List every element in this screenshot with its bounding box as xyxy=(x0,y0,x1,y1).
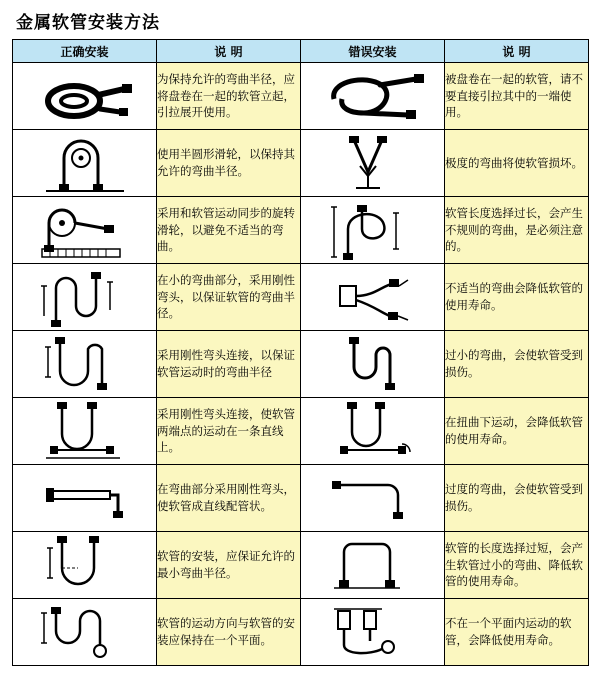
table-row xyxy=(13,331,589,398)
rigid-elbow-connection-long-u-icon xyxy=(16,333,154,395)
loose-long-hose-loop-icon xyxy=(304,199,442,261)
figure-cell-wrong xyxy=(301,398,445,465)
coiled-hose-pulled-icon xyxy=(304,65,442,127)
figure-cell-wrong xyxy=(301,599,445,666)
desc-wrong: 过度的弯曲，会使软管受到损伤。 xyxy=(445,465,589,532)
improper-tight-bend-icon xyxy=(304,266,442,328)
figure-cell-correct xyxy=(13,599,157,666)
desc-correct: 采用刚性弯头连接，使软管两端点的运动在一条直线上。 xyxy=(157,398,301,465)
table-row xyxy=(13,63,589,130)
figure-cell-correct xyxy=(13,63,157,130)
table-row xyxy=(13,599,589,666)
header-wrong-install: 错误安装 xyxy=(301,40,445,63)
table-row xyxy=(13,398,589,465)
figure-cell-correct xyxy=(13,264,157,331)
figure-cell-correct xyxy=(13,465,157,532)
excessive-bend-elbow-icon xyxy=(304,467,442,529)
desc-wrong: 不在一个平面内运动的软管，会降低使用寿命。 xyxy=(445,599,589,666)
desc-correct: 采用刚性弯头连接，以保证软管运动时的弯曲半径 xyxy=(157,331,301,398)
rigid-elbow-straight-line-motion-icon xyxy=(16,400,154,462)
out-of-plane-motion-icon xyxy=(304,601,442,663)
rigid-elbow-small-bend-icon xyxy=(16,266,154,328)
figure-cell-wrong xyxy=(301,130,445,197)
twisting-motion-u-hose-icon xyxy=(304,400,442,462)
page-title: 金属软管安装方法 xyxy=(16,13,160,33)
desc-correct: 使用半圆形滑轮，以保持其允许的弯曲半径。 xyxy=(157,130,301,197)
straight-pipe-with-elbow-icon xyxy=(16,467,154,529)
desc-wrong: 软管的长度选择过短，会产生软管过小的弯曲、降低软管的使用寿命。 xyxy=(445,532,589,599)
figure-cell-correct xyxy=(13,130,157,197)
table-row xyxy=(13,532,589,599)
desc-correct: 软管的运动方向与软管的安装应保持在一个平面。 xyxy=(157,599,301,666)
desc-correct: 在小的弯曲部分，采用刚性弯头，以保证软管的弯曲半径。 xyxy=(157,264,301,331)
same-plane-motion-s-bend-icon xyxy=(16,601,154,663)
figure-cell-wrong xyxy=(301,331,445,398)
desc-wrong: 在扭曲下运动，会降低软管的使用寿命。 xyxy=(445,398,589,465)
figure-cell-wrong xyxy=(301,197,445,264)
header-correct-desc: 说 明 xyxy=(157,40,301,63)
rotating-pulley-sync-icon xyxy=(16,199,154,261)
minimum-bend-radius-u-icon xyxy=(16,534,154,596)
desc-wrong: 不适当的弯曲会降低软管的使用寿命。 xyxy=(445,264,589,331)
figure-cell-wrong xyxy=(301,532,445,599)
too-small-bend-radius-icon xyxy=(304,333,442,395)
figure-cell-correct xyxy=(13,197,157,264)
desc-wrong: 被盘卷在一起的软管，请不要直接引拉其中的一端使用。 xyxy=(445,63,589,130)
desc-correct: 软管的安装，应保证允许的最小弯曲半径。 xyxy=(157,532,301,599)
u-bend-semicircle-pulley-icon xyxy=(16,132,154,194)
table-row xyxy=(13,465,589,532)
desc-correct: 在弯曲部分采用刚性弯头，使软管成直线配管状。 xyxy=(157,465,301,532)
desc-correct: 为保持允许的弯曲半径，应将盘卷在一起的软管立起，引拉展开使用。 xyxy=(157,63,301,130)
too-long-hose-square-bend-icon xyxy=(304,534,442,596)
table-header-row xyxy=(13,40,589,63)
installation-methods-table xyxy=(12,39,589,666)
figure-cell-wrong xyxy=(301,264,445,331)
figure-cell-correct xyxy=(13,532,157,599)
desc-wrong: 过小的弯曲，会使软管受到损伤。 xyxy=(445,331,589,398)
figure-cell-wrong xyxy=(301,63,445,130)
desc-correct: 采用和软管运动同步的旋转滑轮，以避免不适当的弯曲。 xyxy=(157,197,301,264)
figure-cell-correct xyxy=(13,398,157,465)
figure-cell-correct xyxy=(13,331,157,398)
header-correct-install: 正确安装 xyxy=(13,40,157,63)
desc-wrong: 软管长度选择过长，会产生不规则的弯曲，是必须注意的。 xyxy=(445,197,589,264)
header-wrong-desc: 说 明 xyxy=(445,40,589,63)
table-row xyxy=(13,130,589,197)
coiled-hose-roll-icon xyxy=(16,65,154,127)
figure-cell-wrong xyxy=(301,465,445,532)
sharp-v-bend-icon xyxy=(304,132,442,194)
table-row xyxy=(13,264,589,331)
table-row xyxy=(13,197,589,264)
desc-wrong: 极度的弯曲将使软管损坏。 xyxy=(445,130,589,197)
